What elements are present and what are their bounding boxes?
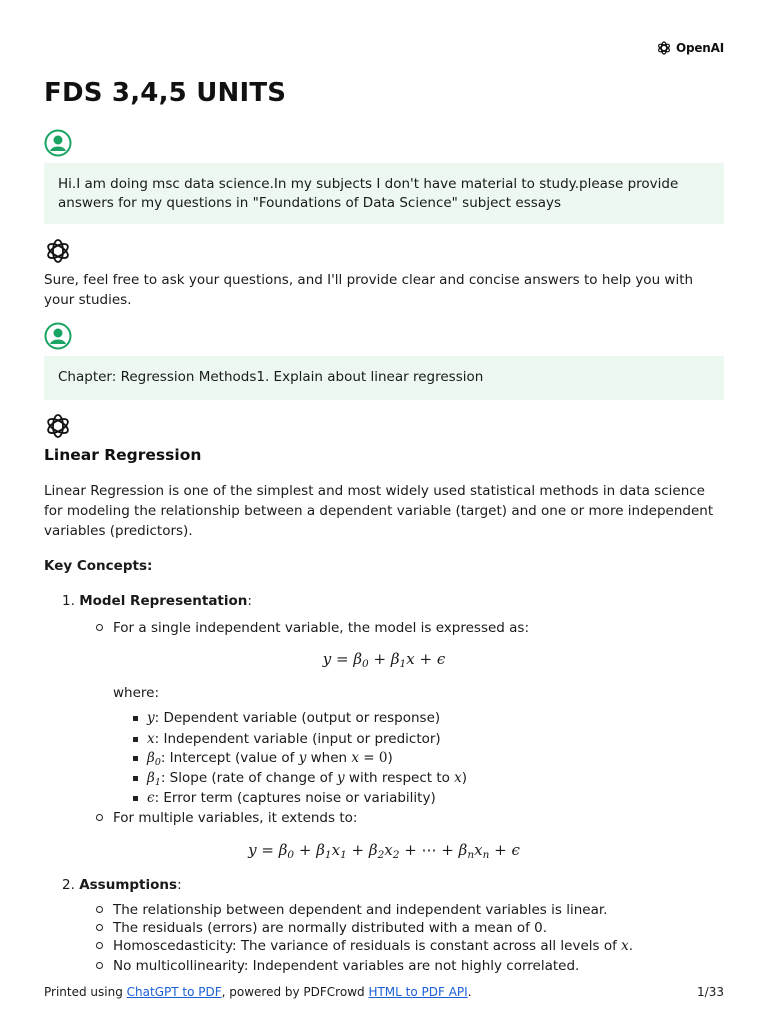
- circle-bullet-icon: [96, 942, 103, 949]
- assumption-3-end: .: [628, 938, 634, 954]
- square-bullet-icon: [133, 716, 138, 721]
- square-bullet-icon: [133, 776, 138, 781]
- def-beta0: $\beta_0$: Intercept (value of y when x = 0): [147, 750, 393, 768]
- footer-prefix: Printed using: [44, 985, 127, 999]
- equation-multiple-linear: $y = \beta_0 + \beta_1x_1 + \beta_2x_2$ + ⋯ + $\beta_nx_n + \epsilon$: [248, 841, 520, 861]
- square-bullet-icon: [133, 756, 138, 761]
- circle-bullet-icon: [96, 814, 103, 821]
- chatgpt-avatar-icon: [44, 237, 72, 265]
- list-item-assumptions: [62, 875, 182, 895]
- def-y: y: Dependent variable (output or response): [147, 710, 441, 726]
- circle-bullet-icon: [96, 906, 103, 913]
- user-message-1: Hi.I am doing msc data science.In my subjects I don't have material to study.please provide answers for my questions in "Foundations of Data Science" subject essays: [44, 163, 724, 224]
- def-epsilon-text: : Error term (captures noise or variability): [154, 790, 436, 806]
- brand-logo: [656, 40, 724, 56]
- user-avatar-icon: [44, 129, 72, 157]
- square-bullet-icon: [133, 796, 138, 801]
- footer-suffix: .: [467, 985, 472, 999]
- equation-simple-linear: $y = \beta_0 + \beta_1x + \epsilon$: [322, 650, 446, 670]
- item-title: Assumptions: [79, 877, 178, 893]
- def-x-text: : Independent variable (input or predictor): [154, 731, 441, 747]
- def-beta0-text-a: : Intercept (value of: [160, 750, 299, 766]
- square-bullet-icon: [133, 737, 138, 742]
- user-avatar-icon: [44, 322, 72, 350]
- page-number: 1/33: [697, 985, 724, 999]
- list-number: 2.: [62, 877, 75, 893]
- def-beta1-text-c: ): [461, 770, 468, 786]
- circle-bullet-icon: [96, 624, 103, 631]
- list-item-model-representation: [62, 591, 252, 611]
- def-x: x: Independent variable (input or predictor): [147, 731, 441, 747]
- assumption-2: The residuals (errors) are normally distributed with a mean of 0.: [113, 920, 548, 936]
- chatgpt-to-pdf-link[interactable]: ChatGPT to PDF: [126, 985, 222, 999]
- openai-logo-icon: [656, 40, 672, 56]
- multiple-variables-text: For multiple variables, it extends to:: [113, 810, 358, 826]
- def-epsilon: ϵ: Error term (captures noise or variability): [147, 790, 436, 806]
- def-beta0-text-b: when: [306, 750, 352, 766]
- item-title: Model Representation: [79, 593, 248, 609]
- chatgpt-avatar-icon: [44, 412, 72, 440]
- def-beta1-text-b: with respect to: [344, 770, 455, 786]
- assumption-3: Homoscedasticity: The variance of residuals is constant across all levels of x.: [113, 938, 634, 954]
- footer: [44, 985, 472, 999]
- circle-bullet-icon: [96, 962, 103, 969]
- assumption-4: No multicollinearity: Independent variables are not highly correlated.: [113, 958, 580, 974]
- circle-bullet-icon: [96, 924, 103, 931]
- assumption-3-text: Homoscedasticity: The variance of residuals is constant across all levels of: [113, 938, 622, 954]
- single-variable-text: For a single independent variable, the model is expressed as:: [113, 620, 530, 636]
- brand-name: OpenAI: [675, 41, 724, 55]
- assumption-1: The relationship between dependent and independent variables is linear.: [113, 902, 608, 918]
- key-concepts-heading: Key Concepts:: [44, 558, 153, 574]
- def-beta1: $\beta_1$: Slope (rate of change of y with respect to x): [147, 770, 468, 788]
- answer-intro: Linear Regression is one of the simplest and most widely used statistical methods in data science for modeling the relationship between a dependent variable (target) and one or more independent variables (predictors).: [44, 483, 714, 539]
- def-beta1-text-a: : Slope (rate of change of: [160, 770, 337, 786]
- document-title: FDS 3,4,5 UNITS: [44, 78, 287, 108]
- user-message-2: Chapter: Regression Methods1. Explain about linear regression: [44, 356, 724, 400]
- def-y-text: : Dependent variable (output or response): [154, 710, 441, 726]
- list-number: 1.: [62, 593, 75, 609]
- def-beta0-text-c: ): [387, 750, 393, 766]
- where-text: where:: [113, 685, 160, 701]
- item-colon: :: [247, 593, 252, 609]
- html-to-pdf-api-link[interactable]: HTML to PDF API: [368, 985, 468, 999]
- footer-middle: , powered by PDFCrowd: [221, 985, 369, 999]
- assistant-message-1: Sure, feel free to ask your questions, and I'll provide clear and concise answers to help you with your studies.: [44, 272, 694, 308]
- item-colon: :: [177, 877, 182, 893]
- answer-heading: Linear Regression: [44, 446, 202, 464]
